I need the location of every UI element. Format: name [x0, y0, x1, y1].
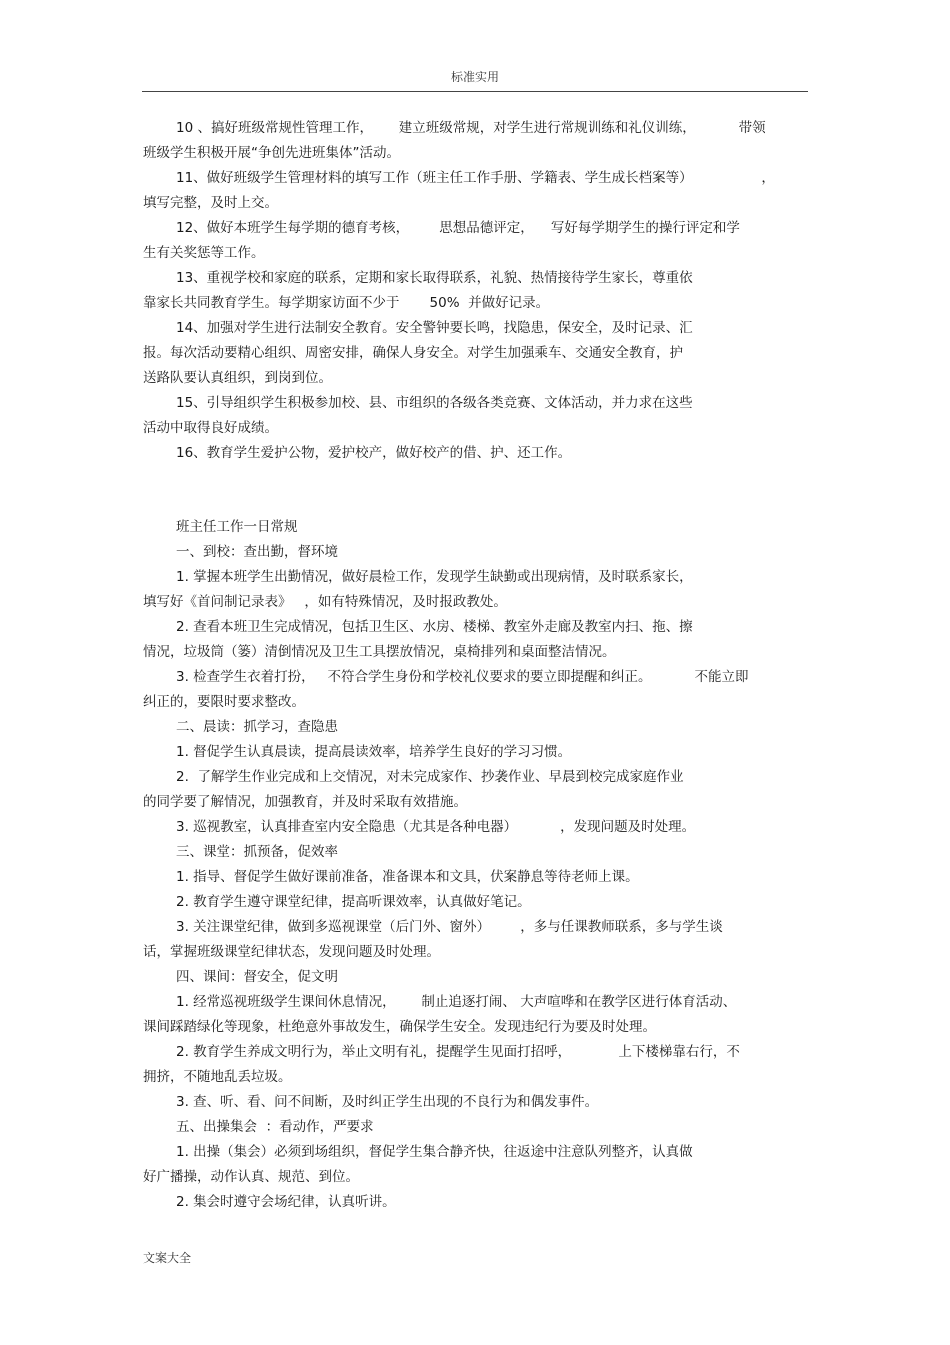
text-line: 1. 掌握本班学生出勤情况，做好晨检工作，发现学生缺勤或出现病情，及时联系家长，: [176, 569, 693, 585]
text-line: 课间踩踏绿化等现象，杜绝意外事故发生，确保学生安全。发现违纪行为要及时处理。: [143, 1019, 656, 1035]
text-line: 12、做好本班学生每学期的德育考核， 思想品德评定， 写好每学期学生的操行评定和学: [176, 220, 740, 236]
text-line: 3. 巡视教室，认真排查室内安全隐患（尤其是各种电器） ，发现问题及时处理。: [176, 819, 696, 835]
text-line: 2. 了解学生作业完成和上交情况，对未完成家作、抄袭作业、早晨到校完成家庭作业: [176, 769, 684, 785]
text-line: 1. 指导、督促学生做好课前准备，准备课本和文具，伏案静息等待老师上课。: [176, 869, 639, 885]
text-line: 一、到校：查出勤，督环境: [176, 544, 338, 560]
text-line: 3. 关注课堂纪律，做到多巡视课堂（后门外、窗外） ，多与任课教师联系，多与学生谈: [176, 919, 723, 935]
text-line: 班级学生积极开展“争创先进班集体”活动。: [143, 145, 400, 161]
text-line: 2. 教育学生养成文明行为，举止文明有礼，提醒学生见面打招呼， 上下楼梯靠右行，不: [176, 1044, 740, 1060]
text-line: 生有关奖惩等工作。: [143, 245, 265, 261]
text-line: 1. 经常巡视班级学生课间休息情况， 制止追逐打闹、 大声喧哗和在教学区进行体育活动、: [176, 994, 737, 1010]
text-line: 16、教育学生爱护公物，爱护校产，做好校产的借、护、还工作。: [176, 445, 572, 461]
text-line: 10 、搞好班级常规性管理工作， 建立班级常规，对学生进行常规训练和礼仪训练， 带领: [176, 120, 766, 136]
text-line: 1. 督促学生认真晨读，提高晨读效率，培养学生良好的学习习惯。: [176, 744, 572, 760]
text-line: 3. 查、听、看、问不间断，及时纠正学生出现的不良行为和偶发事件。: [176, 1094, 599, 1110]
text-line: 拥挤，不随地乱丢垃圾。: [143, 1069, 292, 1085]
text-line: 送路队要认真组织，到岗到位。: [143, 370, 332, 386]
text-line: 2. 教育学生遵守课堂纪律，提高听课效率，认真做好笔记。: [176, 894, 531, 910]
text-line: 11、做好班级学生管理材料的填写工作（班主任工作手册、学籍表、学生成长档案等） ，: [176, 170, 775, 186]
text-line: 班主任工作一日常规: [176, 519, 298, 535]
text-line: 三、课堂：抓预备，促效率: [176, 844, 338, 860]
text-line: 纠正的，要限时要求整改。: [143, 694, 305, 710]
header-rule: [142, 91, 808, 92]
text-line: 填写完整，及时上交。: [143, 195, 278, 211]
text-line: 二、晨读：抓学习，查隐患: [176, 719, 338, 735]
text-line: 2. 集会时遵守会场纪律，认真听讲。: [176, 1194, 396, 1210]
text-line: 靠家长共同教育学生。每学期家访面不少于 50% 并做好记录。: [143, 295, 550, 311]
text-line: 好广播操，动作认真、规范、到位。: [143, 1169, 359, 1185]
text-line: 报。每次活动要精心组织、周密安排，确保人身安全。对学生加强乘车、交通安全教育，护: [143, 345, 683, 361]
text-line: 14、加强对学生进行法制安全教育。安全警钟要长鸣，找隐患，保安全，及时记录、汇: [176, 320, 693, 336]
text-line: 15、引导组织学生积极参加校、县、市组织的各级各类竞赛、文体活动，并力求在这些: [176, 395, 693, 411]
text-line: 3. 检查学生衣着打扮， 不符合学生身份和学校礼仪要求的要立即提醒和纠正。 不能立即: [176, 669, 749, 685]
text-line: 1. 出操（集会）必须到场组织，督促学生集合静齐快，往返途中注意队列整齐，认真做: [176, 1144, 693, 1160]
text-line: 填写好《首问制记录表》 ，如有特殊情况，及时报政教处。: [143, 594, 507, 610]
text-line: 的同学要了解情况，加强教育，并及时采取有效措施。: [143, 794, 467, 810]
text-line: 五、出操集会 ：看动作，严要求: [176, 1119, 374, 1135]
text-line: 四、课间：督安全，促文明: [176, 969, 338, 985]
text-line: 2. 查看本班卫生完成情况，包括卫生区、水房、楼梯、教室外走廊及教室内扫、拖、擦: [176, 619, 693, 635]
page-footer: 文案大全: [143, 1251, 192, 1265]
text-line: 活动中取得良好成绩。: [143, 420, 278, 436]
text-line: 13、重视学校和家庭的联系，定期和家长取得联系，礼貌、热情接待学生家长，尊重依: [176, 270, 693, 286]
text-line: 话，掌握班级课堂纪律状态，发现问题及时处理。: [143, 944, 440, 960]
page-header: 标准实用: [450, 70, 499, 84]
text-line: 情况，垃圾筒（篓）清倒情况及卫生工具摆放情况，桌椅排列和桌面整洁情况。: [143, 644, 616, 660]
